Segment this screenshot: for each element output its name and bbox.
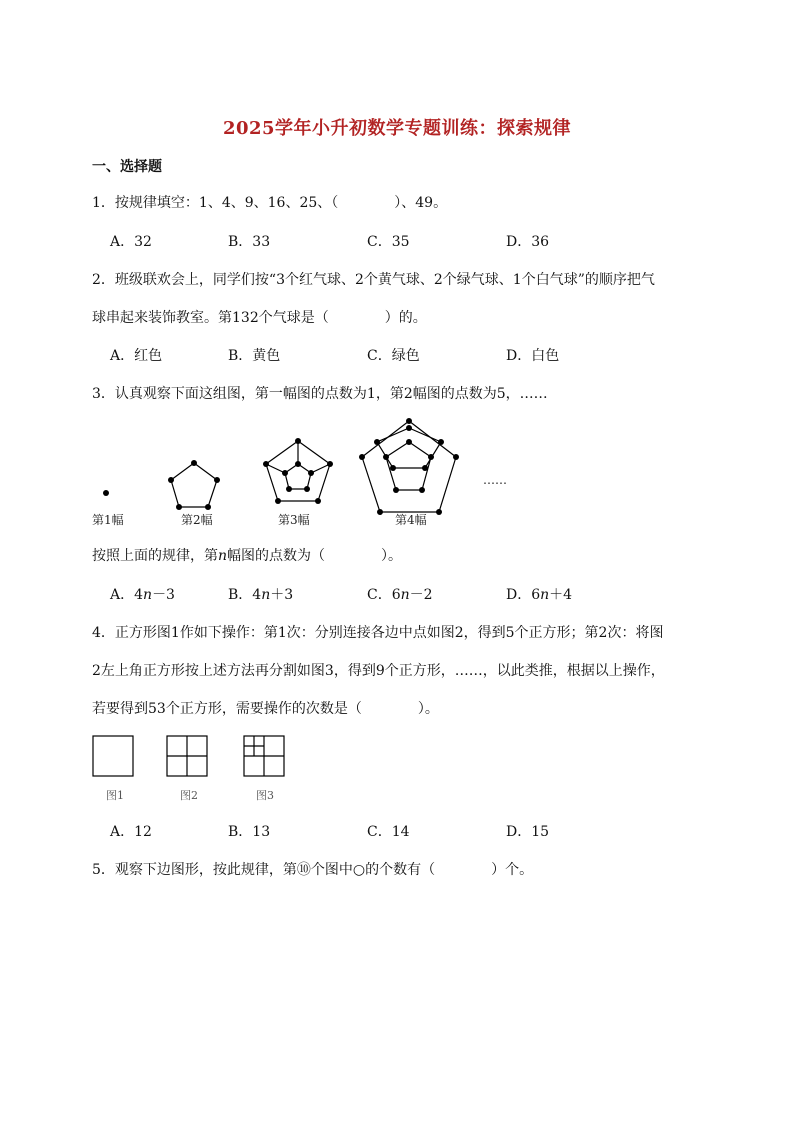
square-division-figures xyxy=(88,730,298,805)
q1-option-b[interactable]: B．33 xyxy=(228,234,271,250)
question-2-line-2: 球串起来装饰教室。第132个气球是（ ）的。 xyxy=(92,310,427,326)
question-3-line-2 xyxy=(92,545,402,565)
q2-option-d[interactable]: D．白色 xyxy=(506,348,560,364)
question-3-line-1: 3．认真观察下面这组图，第一幅图的点数为1，第2幅图的点数为5，…… xyxy=(92,386,548,402)
figure-label-3: 第3幅 xyxy=(278,513,310,527)
q3-option-a[interactable] xyxy=(110,584,175,604)
square-figure-label-3: 图3 xyxy=(256,789,274,802)
figure-ellipsis: …… xyxy=(483,473,507,487)
q1-option-a[interactable]: A．32 xyxy=(110,234,152,250)
q3-option-b-const: ＋3 xyxy=(270,587,294,603)
q3-option-a-var: n xyxy=(143,587,153,603)
q3-option-c-var: n xyxy=(400,587,410,603)
q4-option-d[interactable]: D．15 xyxy=(506,824,550,840)
q3-line2-prefix: 按照上面的规律，第 xyxy=(92,548,218,564)
question-4-line-3: 若要得到53个正方形，需要操作的次数是（ ）。 xyxy=(92,701,439,717)
q3-option-c-const: －2 xyxy=(409,587,433,603)
q2-option-b[interactable]: B．黄色 xyxy=(228,348,281,364)
q3-option-c-coef: C．6 xyxy=(367,587,401,603)
figure-label-2: 第2幅 xyxy=(181,513,213,527)
q1-option-c[interactable]: C．35 xyxy=(367,234,410,250)
q3-option-a-const: －3 xyxy=(152,587,175,603)
pentagon-dot-figures xyxy=(80,410,520,535)
square-figure-label-1: 图1 xyxy=(106,789,124,802)
q3-option-d-const: ＋4 xyxy=(549,587,573,603)
question-4-line-1: 4．正方形图1作如下操作：第1次：分别连接各边中点如图2，得到5个正方形；第2次：将图 xyxy=(92,625,664,641)
q3-option-d-var: n xyxy=(540,587,550,603)
q3-line2-suffix: 幅图的点数为（ ）。 xyxy=(227,548,403,564)
question-2-line-1: 2．班级联欢会上，同学们按“3个红气球、2个黄气球、2个绿气球、1个白气球”的顺序把气 xyxy=(92,272,655,288)
q3-option-b-coef: B．4 xyxy=(228,587,262,603)
q2-option-c[interactable]: C．绿色 xyxy=(367,348,420,364)
q3-option-d-coef: D．6 xyxy=(506,587,541,603)
q3-variable-n: n xyxy=(218,548,228,564)
question-4-line-2: 2左上角正方形按上述方法再分割如图3，得到9个正方形，……，以此类推，根据以上操作， xyxy=(92,663,665,679)
q4-option-a[interactable]: A．12 xyxy=(110,824,152,840)
question-1-text: 1．按规律填空：1、4、9、16、25、（ ）、49。 xyxy=(92,195,448,211)
q3-option-b-var: n xyxy=(261,587,271,603)
question-5-text: 5．观察下边图形，按此规律，第⑩个图中○的个数有（ ）个。 xyxy=(92,862,534,878)
q2-option-a[interactable]: A．红色 xyxy=(110,348,163,364)
q1-option-d[interactable]: D．36 xyxy=(506,234,550,250)
q3-option-b[interactable] xyxy=(228,584,293,604)
q4-option-c[interactable]: C．14 xyxy=(367,824,410,840)
figure-label-1: 第1幅 xyxy=(92,513,124,527)
q3-option-a-coef: A．4 xyxy=(110,587,144,603)
section-heading: 一、选择题 xyxy=(92,159,162,175)
q4-option-b[interactable]: B．13 xyxy=(228,824,271,840)
page-title: 2025学年小升初数学专题训练：探索规律 xyxy=(222,118,572,139)
figure-label-4: 第4幅 xyxy=(395,513,427,527)
q3-option-c[interactable] xyxy=(367,584,433,604)
q3-option-d[interactable] xyxy=(506,584,572,604)
square-figure-label-2: 图2 xyxy=(180,789,198,802)
